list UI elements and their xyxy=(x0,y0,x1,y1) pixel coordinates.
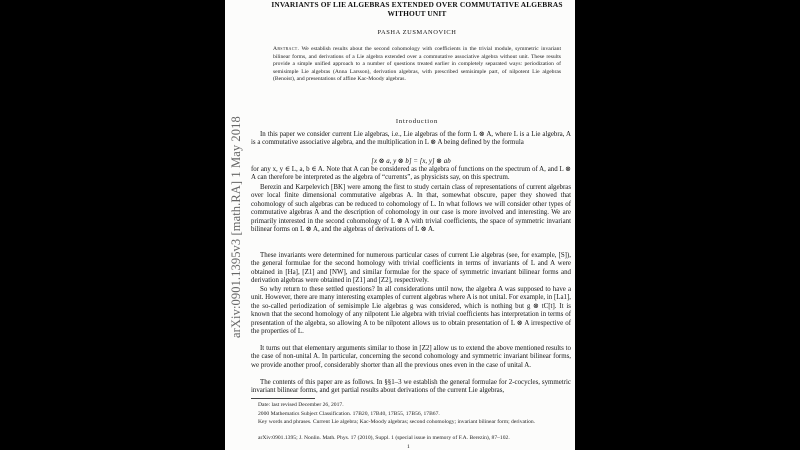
footnote-msc: 2000 Mathematics Subject Classification. 17B20, 17B40, 17B55, 17B56, 17B67. xyxy=(258,411,440,417)
paragraph-spectrum xyxy=(251,166,571,183)
paragraph-contents xyxy=(251,379,571,396)
footnote-divider xyxy=(251,398,315,399)
arxiv-stamp xyxy=(229,88,243,338)
arxiv-stamp-text: arXiv:0901.1395v3 [math.RA] 1 May 2018 xyxy=(229,116,243,338)
paragraph-invariants xyxy=(251,252,571,286)
paragraph-intro xyxy=(251,131,571,148)
paragraph-text: Berezin and Karpelevich [BK] were among the first to study certain class of representations of current algebras over local finite dimensional commutative algebras A. In that, somewhat obscure, paper they showed that cohomology of such algebras can be reduced to cohomology of L. In what follows we will consider other types of commutative algebras A and the description of cohomology in our case is more involved and interesting. We are primarily interested in the second cohomology of L ⊗ A with trivial coefficients, the space of symmetric invariant bilinear forms on L ⊗ A, and the algebras of derivations of L ⊗ A. xyxy=(251,184,571,234)
paper-title-line-2: WITHOUT UNIT xyxy=(387,9,447,18)
paragraph-berezin xyxy=(251,184,571,234)
footnote-journal-ref: arXiv:0901.1395; J. Nonlin. Math. Phys. 17 (2010), Suppl. 1 (special issue in memory of F.A. Berezin), 87–102. xyxy=(258,435,510,441)
paragraph-text: The contents of this paper are as follows. In §§1–3 we establish the general formulae for 2-cocycles, symmetric invariant bilinear forms, and get partial results about derivations of the current Lie algebras, xyxy=(251,379,571,395)
paragraph-text: It turns out that elementary arguments similar to those in [Z2] allow us to extend the above mentioned results to the case of non-unital A. In particular, concerning the second cohomology and symmetric invariant bilinear forms, we provide another proof, considerably shorter than all the previous ones even in the case of unital A. xyxy=(251,345,571,369)
abstract-text: We establish results about the second cohomology with coefficients in the trivial module, symmetric invariant bilinear forms, and derivations of a Lie algebra extended over a commutative associative algebra without unit. These results provide a simple unified approach to a number of questions treated earlier in completely separated ways: periodization of semisimple Lie algebras (Anna Larsson), derivation algebras, with prescribed semisimple part, of nilpotent Lie algebras (Benoist), and presentations of affine Kac-Moody algebras. xyxy=(273,46,561,82)
section-heading-introduction: Introduction xyxy=(395,118,439,125)
paragraph-text: So why return to these settled questions? In all considerations until now, the algebra A was supposed to have a unit. However, there are many interesting examples of current algebras where A is not unital. For example, in [La1], the so-called periodization of semisimple Lie algebras g was considered, which is nothing but g ⊗ tC[t]. It is known that the second homology of any nilpotent Lie algebra with trivial coefficients has interpretation in terms of presentation of the algebra, so allowing A to be nilpotent allows us to obtain presentation of L ⊗ A irrespective of the properties of L. xyxy=(251,286,571,336)
paper-title-line-1: INVARIANTS OF LIE ALGEBRAS EXTENDED OVER COMMUTATIVE ALGEBRAS xyxy=(271,0,563,9)
abstract-label: Abstract. xyxy=(273,46,300,52)
paragraph-text: for any x, y ∈ L, a, b ∈ A. Note that A can be considered as the algebra of functions on the spectrum of A, and L ⊗ A can therefore be interpreted as the algebra of “currents”, as physicists say, on this spectrum. xyxy=(251,166,571,182)
display-formula: [x ⊗ a, y ⊗ b] = [x, y] ⊗ ab xyxy=(371,158,451,165)
paragraph-why-return xyxy=(251,286,571,336)
paragraph-text: In this paper we consider current Lie algebras, i.e., Lie algebras of the form L ⊗ A, where L is a Lie algebra, A is a commutative associative algebra, and the multiplication in L ⊗ A being defined by the formula xyxy=(251,131,571,147)
page-number: 1 xyxy=(407,444,410,450)
paragraph-non-unital xyxy=(251,345,571,370)
paragraph-text: These invariants were determined for numerous particular cases of current Lie algebras (see, for example, [S]), the general formulae for the second homology with trivial coefficients in terms of invariants of L and A were obtained in [Ha], [Z1] and [NW], and similar formulae for the space of symmetric invariant bilinear forms and derivation algebras were obtained in [Z1] and [Z2], respectively. xyxy=(251,252,571,285)
footnote-keywords: Key words and phrases. Current Lie algebra; Kac-Moody algebras; second cohomology; invariant bilinear form; derivation. xyxy=(258,419,536,425)
author-name: PASHA ZUSMANOVICH xyxy=(377,29,457,36)
abstract xyxy=(273,46,561,84)
footnote-date: Date: last revised December 26, 2017. xyxy=(258,402,344,408)
